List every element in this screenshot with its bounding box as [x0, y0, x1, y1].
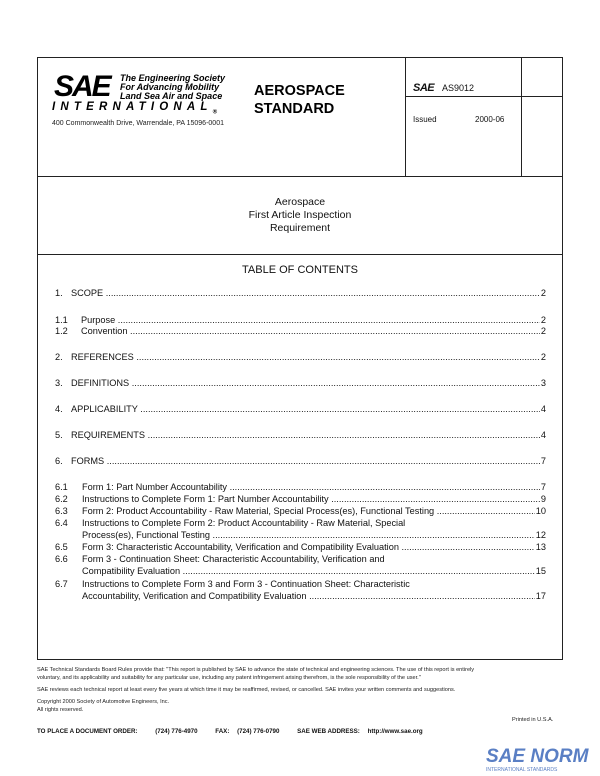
doc-number: AS9012 [442, 83, 475, 93]
order-info [37, 728, 439, 735]
toc-number: 6.3 [55, 506, 68, 516]
toc-page: 4 [540, 404, 546, 414]
toc-entry[interactable] [55, 404, 546, 415]
society-address: 400 Commonwealth Drive, Warrendale, PA 15096-0001 [52, 120, 224, 127]
toc-entry[interactable] [55, 482, 546, 493]
sae-norm-watermark [486, 742, 596, 772]
toc-page: 15 [535, 566, 546, 576]
toc-text: APPLICABILITY ..... [71, 404, 540, 415]
document-frame [37, 57, 563, 660]
sae-logo: SAE [54, 70, 110, 103]
toc-number: 2. [55, 352, 63, 362]
toc-text-line-1[interactable]: Form 3 - Continuation Sheet: Characteristic Accountability, Verification and [82, 554, 385, 564]
toc-page: 2 [540, 288, 546, 298]
issued-date: 2000-06 [475, 115, 505, 124]
document-title-line-1: Aerospace [274, 196, 326, 208]
toc-entry[interactable] [55, 456, 546, 467]
toc-text: Form 1: Part Number Accountability ..... [82, 482, 540, 493]
sae-norm-brand-text: SAE NORM [486, 746, 589, 767]
toc-text: Form 2: Product Accountability - Raw Material, Special Process(es), Functional Testing ..... [82, 506, 535, 517]
order-label: TO PLACE A DOCUMENT ORDER: [37, 728, 138, 735]
toc-text: Purpose ..... [81, 315, 540, 326]
sae-norm-logo-icon [486, 742, 596, 772]
issued-label: Issued [413, 115, 437, 124]
printed-in: Printed in U.S.A. [512, 717, 554, 723]
toc-number: 6.6 [55, 554, 68, 564]
toc-text: Accountability, Verification and Compatibility Evaluation ..... [82, 591, 535, 602]
toc-entry[interactable] [55, 315, 546, 326]
toc-text: Instructions to Complete Form 1: Part Number Accountability ..... [82, 494, 540, 505]
document-title-line-3: Requirement [269, 222, 331, 234]
toc-page: 17 [535, 591, 546, 601]
toc-page: 12 [535, 530, 546, 540]
title-bottom-rule [38, 254, 562, 255]
toc-page: 10 [535, 506, 546, 516]
international-wordmark [52, 101, 217, 115]
header-divider [405, 96, 562, 97]
doc-prefix: SAE [413, 82, 435, 94]
toc-page: 13 [535, 542, 546, 552]
tagline-line-1: The Engineering Society [120, 73, 226, 83]
toc-number: 4. [55, 404, 63, 414]
toc-entry[interactable] [55, 494, 546, 505]
toc-page: 7 [540, 456, 546, 466]
toc-number: 6.7 [55, 579, 68, 589]
toc-number: 3. [55, 378, 63, 388]
toc-entry[interactable] [82, 566, 546, 577]
review-notice: SAE reviews each technical report at least every five years at which time it may be reaffirmed, revised, or cancelled. SAE invites your written comments and suggestions. [37, 687, 456, 693]
toc-page: 2 [540, 315, 546, 325]
toc-number: 1.1 [55, 315, 68, 325]
toc-page: 3 [540, 378, 546, 388]
toc-text: Compatibility Evaluation ..... [82, 566, 535, 577]
toc-number: 6.2 [55, 494, 68, 504]
toc-number: 6.1 [55, 482, 68, 492]
toc-entry[interactable] [55, 542, 546, 553]
toc-entry[interactable] [82, 591, 546, 602]
toc-text: Process(es), Functional Testing ..... [82, 530, 535, 541]
header-bottom-rule [38, 176, 562, 177]
tagline-line-3: Land Sea Air and Space [120, 91, 223, 101]
disclaimer-line-1: SAE Technical Standards Board Rules provide that: "This report is published by SAE to advance the state of technical and engineering sciences. The use of this report is entirely [37, 667, 475, 673]
toc-text: DEFINITIONS ..... [71, 378, 540, 389]
web-label: SAE WEB ADDRESS: [297, 728, 360, 735]
toc-entry[interactable] [82, 530, 546, 541]
toc-text: FORMS ..... [71, 456, 540, 467]
toc-text: REQUIREMENTS ..... [71, 430, 540, 441]
toc-page: 9 [540, 494, 546, 504]
toc-entry[interactable] [55, 378, 546, 389]
toc-number: 5. [55, 430, 63, 440]
toc-text: SCOPE ..... [71, 288, 540, 299]
toc-entry[interactable] [55, 506, 546, 517]
toc-text-line-1[interactable]: Instructions to Complete Form 2: Product Accountability - Raw Material, Special [82, 518, 406, 528]
toc-page: 2 [540, 326, 546, 336]
toc-heading: TABLE OF CONTENTS [242, 264, 358, 276]
document-title [38, 196, 562, 235]
toc-text-line-1[interactable]: Instructions to Complete Form 3 and Form 3 - Continuation Sheet: Characteristic [82, 579, 410, 589]
toc-text: REFERENCES ..... [71, 352, 540, 363]
toc-number: 6.5 [55, 542, 68, 552]
registered-mark: ® [212, 109, 218, 116]
web-url-link[interactable]: http://www.sae.org [367, 728, 423, 735]
header-divider [521, 58, 522, 176]
header-divider [405, 58, 406, 176]
document-title-line-2: First Article Inspection [248, 209, 352, 221]
fax-number[interactable]: (724) 776-0790 [237, 728, 280, 735]
copyright-line-2: All rights reserved. [37, 707, 84, 713]
international-text: INTERNATIONAL [52, 101, 213, 113]
toc-number: 6. [55, 456, 63, 466]
toc-page: 2 [540, 352, 546, 362]
toc-entry[interactable] [55, 352, 546, 363]
toc-entry[interactable] [55, 326, 546, 337]
toc-text: Convention ..... [81, 326, 540, 337]
toc-number: 6.4 [55, 518, 68, 528]
toc-page: 4 [540, 430, 546, 440]
copyright-line-1: Copyright 2000 Society of Automotive Engineers, Inc. [37, 699, 170, 705]
toc-text: Form 3: Characteristic Accountability, Verification and Compatibility Evaluation ..... [82, 542, 535, 553]
fax-label: FAX: [215, 728, 230, 735]
title-line-2: STANDARD [254, 101, 335, 117]
toc-number: 1.2 [55, 326, 68, 336]
toc-page: 7 [540, 482, 546, 492]
toc-entry[interactable] [55, 288, 546, 299]
tagline-line-2: For Advancing Mobility [120, 82, 220, 92]
toc-entry[interactable] [55, 430, 546, 441]
title-line-1: AEROSPACE [254, 83, 345, 99]
disclaimer-line-2: voluntary, and its applicability and suitability for any particular use, including any patent infringement arising therefrom, is the sole responsibility of the user." [37, 675, 421, 681]
society-tagline [120, 74, 225, 101]
standard-title [254, 82, 345, 118]
toc-number: 1. [55, 288, 63, 298]
order-phone[interactable]: (724) 776-4970 [155, 728, 198, 735]
sae-norm-sub-text: INTERNATIONAL STANDARDS [486, 767, 558, 772]
